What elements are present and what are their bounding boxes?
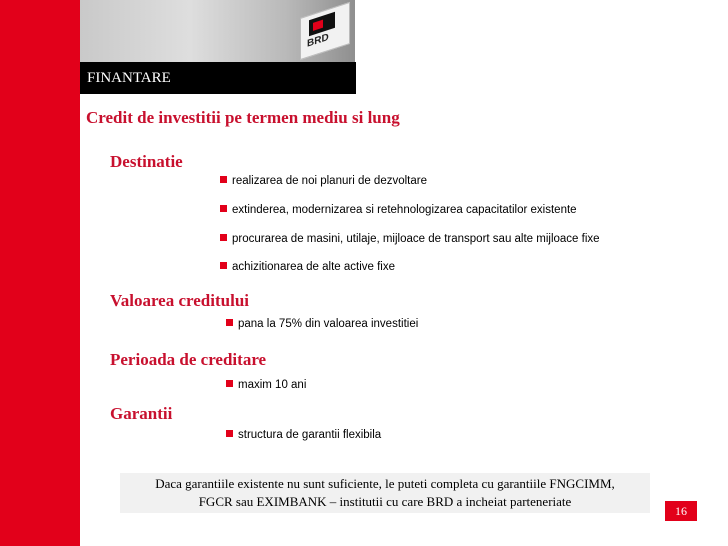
heading-perioada: Perioada de creditare (110, 350, 267, 369)
page-title: Credit de investitii pe termen mediu si lung (86, 108, 400, 127)
list-item: extinderea, modernizarea si retehnologizarea capacitatilor existente (220, 204, 577, 216)
brd-sign-text: BRD (307, 31, 329, 50)
heading-valoarea: Valoarea creditului (110, 291, 249, 310)
bullet-square-icon (220, 205, 227, 212)
bullet-square-icon (220, 176, 227, 183)
page-number: 16 (665, 501, 697, 521)
list-item: structura de garantii flexibila (226, 429, 381, 441)
heading-destinatie: Destinatie (110, 152, 183, 171)
red-side-strip (0, 0, 80, 546)
list-item: procurarea de masini, utilaje, mijloace de transport sau alte mijloace fixe (220, 233, 600, 245)
list-item: realizarea de noi planuri de dezvoltare (220, 175, 427, 187)
guarantee-note (120, 473, 650, 513)
bullet-square-icon (226, 430, 233, 437)
note-line-2: FGCR sau EXIMBANK – institutii cu care BRD a incheiat parteneriate (198, 494, 572, 509)
bullet-square-icon (226, 319, 233, 326)
bullet-square-icon (226, 380, 233, 387)
list-item: pana la 75% din valoarea investitiei (226, 318, 418, 330)
list-item: maxim 10 ani (226, 379, 306, 391)
bullet-square-icon (220, 262, 227, 269)
header-photo (80, 0, 355, 62)
section-bar: FINANTARE (80, 62, 356, 94)
heading-garantii: Garantii (110, 404, 173, 423)
note-line-1: Daca garantiile existente nu sunt suficiente, le puteti completa cu garantiile FNGCIMM, (155, 476, 615, 491)
bullet-square-icon (220, 234, 227, 241)
list-item: achizitionarea de alte active fixe (220, 261, 395, 273)
brd-sign-image (300, 2, 350, 60)
